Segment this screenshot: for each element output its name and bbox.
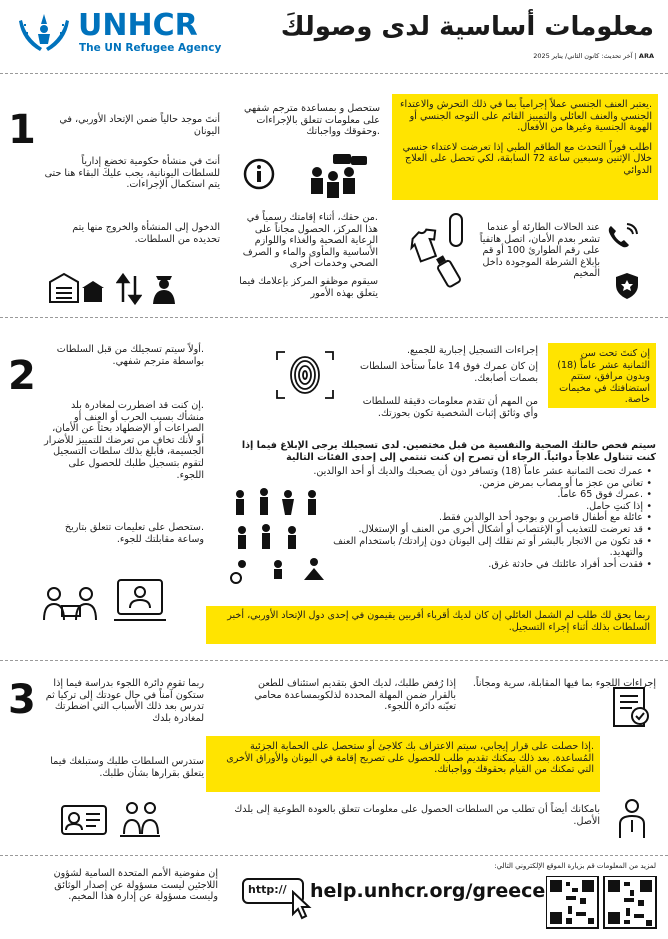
s1-middle-text-3: سيقوم موظفو المركز بإعلامك فيما يتعلق بهذه الأمور [239,276,378,299]
s1-left-text-2: أنتَ في منشأة حكومية تخضع إدارياً للسلطات اليونانية، يجب عليكَ البقاء هنا حتى يتم استكمال الإجراءات. [44,156,220,191]
officer-icon [150,270,178,304]
info-icon [243,158,275,190]
interview-icon [40,580,102,626]
s3-middle-text-1: إذا رُفض طلبك، لديك الحق بتقديم استئناف للطعن بالقرار ضمن المهلة المحددة لذلكوبمساعدة محامي تعيّنه دائرة اللجوء. [254,678,456,713]
cursor-icon [290,890,312,920]
list-item: • قد تعرضت للتعذيب أو الإغتصاب أو أشكال أخرى من العنف أو الإستغلال. [300,524,652,536]
lang-code: ARA [638,52,654,60]
s2-left-text-3: .ستحصل على تعليمات تتعلق بتاريخ وساعة مقابلتك للجوء. [64,522,204,545]
logo-tagline: The UN Refugee Agency [79,42,222,54]
officer-clerk-icon [118,798,162,840]
s2-family-text: ربما يحق لك طلب لم الشمل العائلي إن كان لديك أقرباء أقربين يقيمون في إحدى دول الإتحاد الأوربي، أخبر السلطات بذلك أثناء إجراء التسجيل. [227,610,650,633]
s3-decision-box [206,736,600,792]
section-1-number: 1 [8,107,36,153]
s1-yellow-box [392,94,658,200]
s2-left-text-2: .إن كنت قد اضطررت لمغادرة بلد منشأك بسبب الحرب أو العنف أو الصراعات أو الإضطهاد بحثاً عن الأمان، أو لأنك تخاف من تعرضك للتمييز للأضرار الجسيمة، فأبلغ بذلك سلطات التسجيل لتقوم بتسجيل طلبك للحصول على اللجوء. [44,400,204,481]
list-item: • قد تكون من الاتجار بالبشر أو تم نقلك إلى اليونان دون إرادتك/ باستخدام العنف والتهديد. [300,536,652,559]
list-item: • إذا كنتِ حامل. [300,501,652,513]
website-link[interactable] [242,870,546,920]
s1-middle-text-1: ستحصل و بمساعدة مترجم شفهي على معلومات تتعلق بالإجراءات .وحقوقك وواجباتك [244,103,380,138]
section-3-number: 3 [8,677,36,723]
s2-family-box [206,606,656,644]
list-item: • عمرك تحت الثمانية عشر عاماً (18) وتسافر دون أن يصحبك والديك أو أحد الوالدين. [300,466,652,478]
arrows-icon [116,272,142,306]
list-item: • تعاني من عجز ما أو مصاب بمرض مزمن. [300,478,652,490]
section-2-number: 2 [8,353,36,399]
id-card-icon [60,800,108,838]
s1-left-text-1: أنتَ موجد حالياً ضمن الإتحاد الأوربي، في اليونان [59,114,220,137]
pad-icon [448,212,464,248]
document-icon [608,684,656,730]
s2-middle-text-1: إجراءات التسجيل إجبارية للجميع. [406,345,538,356]
s3-decision-text: .إذا حصلت على قرار إيجابي، سيتم الاعتراف بك كلاجئ أو ستحصل على الحماية الجزئية المُساعدة. بعد ذلك يمكنك تقديم طلب للحصول على تصريح إقامة في اليونان والأوراق الأخرى التي تمكنك من القيام بحقوقك وواجباتك. [226,741,594,776]
s3-left-text-1: ربما تقوم دائرة اللجوء بدراسة فيما إذا ستكون آمناً في حال عودتك إلى تركيا ثم تدرس بعد ذلك الأسباب التي اضطرتك لمغادرة بلدك [45,678,204,724]
people-icon [222,484,332,584]
s2-minor-box [548,343,656,408]
s2-minor-text: إن كنتَ تحت سن الثمانية عشر عاماً (18) وبدون مرافق، ستتم استضافتك في مخيمات خاصة. [557,348,650,406]
website-url[interactable]: help.unhcr.org/greece [310,880,546,902]
s1-left-text-3: الدخول إلى المنشأة والخروج منها يتم تحديده من السلطات. [72,222,220,245]
s3-right-text-1: إجراءات اللجوء بما فيها المقابلة، سرية ومجاناً. [472,678,656,689]
s3-left-text-2: ستدرس السلطات طلبك وستبلغك فيما يتعلق بقرارها بشأن طلبك. [50,756,204,779]
s2-left-text-1: .أولاً سيتم تسجيلك من قبل السلطات بواسطة مترجم شفهي. [56,344,204,367]
unhcr-logo-icon [14,10,74,56]
group-icon [303,150,373,202]
tablet-icon [112,576,168,626]
sanitary-icon [433,252,463,288]
more-info-label: لمزيد من المعلومات قم بزيارة الموقع الإلكتروني التالي: [494,862,656,870]
phone-icon [605,222,643,252]
disclaimer-text: إن مفوضية الأمم المتحدة السامية لشؤون اللاجئين ليست مسؤولة عن إصدار الوثائق وليست مسؤولة عن إدارة هذا المخيم. [53,868,218,903]
s1-medical-text: اطلب فوراً التحدث مع الطاقم الطبي إذا تعرضت لاعتداء جنسي خلال الإثنين وسبعين ساعة 72 السابقة، لكي تحصل على العلاج الدوائي [402,141,652,176]
http-label: http:// [248,883,287,896]
update-line [294,52,654,60]
s2-vulnerable-list [300,466,652,570]
police-badge-icon [612,271,642,301]
fingerprint-icon [275,350,335,400]
s1-middle-text-2: .من حقك، أثناء إقامتك رسمياً في هذا المركز، الحصول مجاناً على الرعاية الصحية والغذاء واللوازم الأساسية والمأوى والماء و الصرف الصحي وخدمات أخرى [242,212,378,270]
list-item: • .عمرك فوق 65 عاماً. [300,489,652,501]
s2-health-heading: سيتم فحص حالتك الصحية والنفسية من قبل مختصين. لدى تسجيلك يرجى الإبلاغ فيما إذا كنت تتناول علاجاً دوائياً. الرجاء أن تصرح إن كنت تنتمي إلى إحدى الفئات التالية [241,440,656,463]
page-title: معلومات أساسية لدى وصولكَ [280,12,654,42]
s3-return-text: بامكانك أيضاً أن تطلب من السلطات الحصول على معلومات تتعلق بالعودة الطوعية إلى بلدك الأصل. [234,804,600,827]
list-item: • فقدت أحد أفراد عائلتك في حادثة غرق. [300,559,652,571]
s2-middle-text-2: إن كان عمرك فوق 14 عاماً ستأخذ السلطات بصمات أصابعك. [360,361,538,384]
logo-name: UNHCR [78,8,198,43]
list-item: • عائلة مع أطفال قاصرين و بوجود أحد الوالدين فقط. [300,512,652,524]
qr-code-icon [546,876,658,932]
building-icon [48,270,106,304]
updated-date: | آخر تحديث: كانون الثاني/ يناير 2025 [533,52,637,60]
person-icon [612,796,652,840]
s2-middle-text-3: من المهم أن تقدم معلومات دقيقة للسلطات وأي وثائق إثبات الشخصية تكون بحوزتك. [362,396,538,419]
s1-violence-text: .يعتبر العنف الجنسي عملاً إجرامياً بما في ذلك التحرش والاعتداء الجنسي والعنف العائلي والتمييز القائم على التوجه الجنسي أو الهوية الجنسية وغيرها من الأفعال. [400,99,652,134]
s1-emergency-text: عند الحالات الطارئة أو عندما تشعر بعدم الأمان، اتصل هاتفياً على رقم الطوارئ 100 أو قم بإبلاغ الشرطة الموجودة داخل المخيم [479,222,600,280]
unhcr-logo [14,10,74,56]
